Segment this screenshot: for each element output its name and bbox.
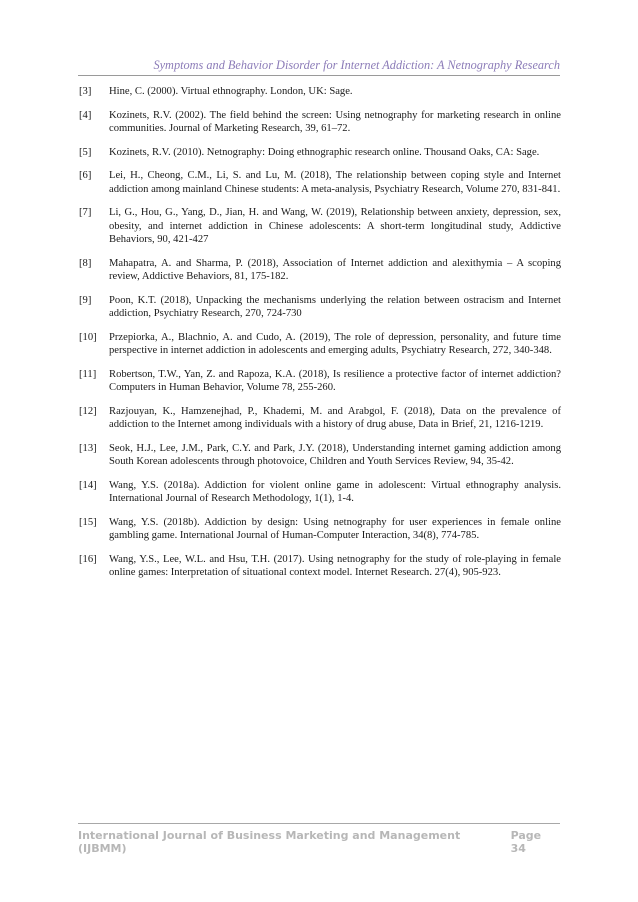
reference-text: Lei, H., Cheong, C.M., Li, S. and Lu, M. (2018), The relationship between coping style and Internet addiction among mainland Chinese students: A meta-analysis, Psychiatry Research, Volume 270, 831-841. <box>109 170 561 195</box>
reference-item <box>79 405 561 432</box>
reference-number: [5] <box>79 146 92 158</box>
reference-item <box>79 479 561 506</box>
reference-number: [3] <box>79 86 92 97</box>
footer-rule <box>78 823 560 824</box>
reference-item <box>79 331 561 358</box>
reference-text: Hine, C. (2000). Virtual ethnography. London, UK: Sage. <box>109 86 353 97</box>
reference-text: Li, G., Hou, G., Yang, D., Jian, H. and Wang, W. (2019), Relationship between anxiety, depression, sex, obesity, and internet addiction in Chinese adolescents: A short-term longitudinal study, Addictive Behaviors, 90, 421-427 <box>109 207 561 245</box>
page-footer <box>78 829 560 855</box>
reference-item <box>79 442 561 469</box>
reference-text: Kozinets, R.V. (2002). The field behind the screen: Using netnography for marketing research in online communities. Journal of Marketing Research, 39, 61–72. <box>109 109 561 134</box>
reference-item <box>79 85 561 98</box>
reference-text: Mahapatra, A. and Sharma, P. (2018), Association of Internet addiction and alexithymia – A scoping review, Addictive Behaviors, 81, 175-182. <box>109 257 561 282</box>
reference-number: [16] <box>79 553 97 565</box>
reference-item <box>79 146 561 159</box>
footer-journal-name: International Journal of Business Marketing and Management (IJBMM) <box>78 829 461 855</box>
reference-item <box>79 169 561 196</box>
reference-text: Seok, H.J., Lee, J.M., Park, C.Y. and Park, J.Y. (2018), Understanding internet gaming addiction among South Korean adolescents through photovoice, Children and Youth Services Review, 94, 35-42. <box>109 442 561 467</box>
reference-text: Wang, Y.S. (2018b). Addiction by design: Using netnography for user experiences in female online gambling game. International Journal of Human-Computer Interaction, 34(8), 774-785. <box>109 516 561 541</box>
reference-text: Razjouyan, K., Hamzenejhad, P., Khademi, M. and Arabgol, F. (2018), Data on the prevalence of addiction to the Internet among individuals with a history of drug abuse, Data in Brief, 21, 1216-1219. <box>109 405 561 430</box>
reference-number: [13] <box>79 442 97 454</box>
footer-page-number: Page 34 <box>510 829 542 855</box>
reference-number: [6] <box>79 170 92 182</box>
reference-number: [4] <box>79 109 92 121</box>
reference-item <box>79 257 561 284</box>
reference-text: Wang, Y.S., Lee, W.L. and Hsu, T.H. (2017). Using netnography for the study of role-playing in female online games: Interpretation of situational context model. Internet Research. 27(4), 905-923. <box>109 553 561 578</box>
running-header: Symptoms and Behavior Disorder for Internet Addiction: A Netnography Research <box>153 58 560 72</box>
reference-item <box>79 294 561 321</box>
reference-number: [7] <box>79 207 92 219</box>
reference-item <box>79 368 561 395</box>
reference-text: Poon, K.T. (2018), Unpacking the mechanisms underlying the relation between ostracism and Internet addiction, Psychiatry Research, 270, 724-730 <box>109 294 561 319</box>
reference-text: Robertson, T.W., Yan, Z. and Rapoza, K.A. (2018), Is resilience a protective factor of internet addiction? Computers in Human Behavior, Volume 78, 255-260. <box>109 368 561 393</box>
header-rule <box>78 75 560 76</box>
reference-number: [10] <box>79 331 97 343</box>
reference-number: [14] <box>79 479 97 491</box>
reference-list <box>79 85 561 590</box>
reference-number: [9] <box>79 294 92 306</box>
reference-number: [12] <box>79 405 97 417</box>
reference-item <box>79 206 561 246</box>
reference-number: [8] <box>79 257 92 269</box>
reference-text: Kozinets, R.V. (2010). Netnography: Doing ethnographic research online. Thousand Oaks, CA: Sage. <box>109 146 540 158</box>
reference-item <box>79 516 561 543</box>
reference-item <box>79 553 561 580</box>
reference-number: [15] <box>79 516 97 528</box>
reference-text: Przepiorka, A., Blachnio, A. and Cudo, A. (2019), The role of depression, personality, and future time perspective in internet addiction in adolescents and emerging adults, Psychiatry Research, 272, 340-348. <box>109 331 561 356</box>
reference-item <box>79 109 561 136</box>
reference-number: [11] <box>79 368 97 380</box>
reference-text: Wang, Y.S. (2018a). Addiction for violent online game in adolescent: Virtual ethnography analysis. International Journal of Research Methodology, 1(1), 1-4. <box>109 479 561 504</box>
